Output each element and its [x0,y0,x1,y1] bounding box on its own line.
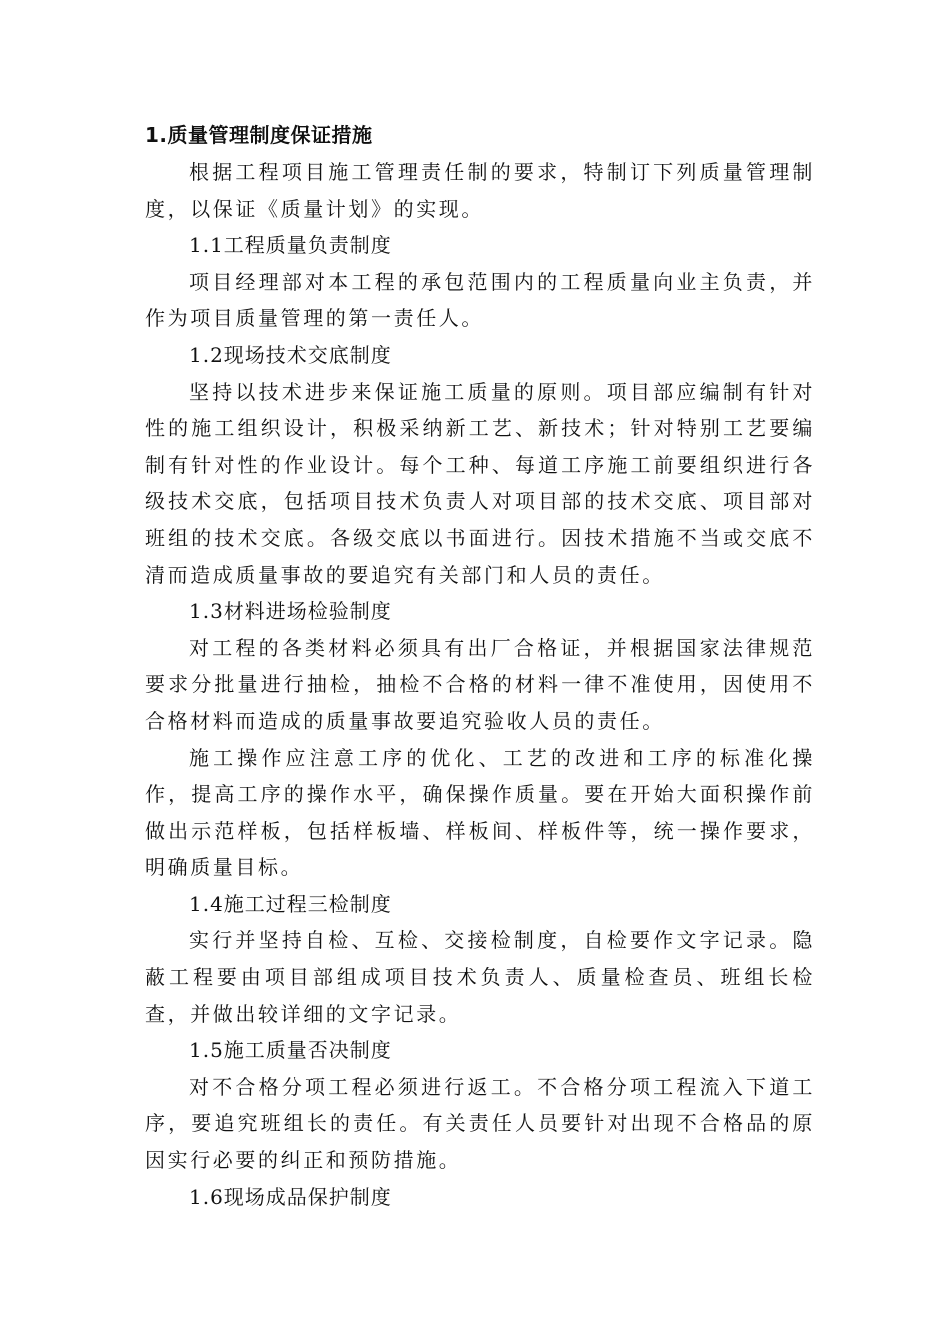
section-title-1-1: 1.1工程质量负责制度 [189,233,392,258]
section-title-1-4: 1.4施工过程三检制度 [189,891,392,916]
section-title-1-3: 1.3材料进场检验制度 [189,599,392,624]
section-title-1-6: 1.6现场成品保护制度 [189,1184,392,1209]
section-1-4-paragraph: 实行并坚持自检、互检、交接检制度，自检要作文字记录。隐蔽工程要由项目部组成项目技术负责人、质量检查员、班组长检查，并做出较详细的文字记录。 [145,928,815,1026]
page-title: 1.质量管理制度保证措施 [145,123,373,147]
section-1-3-paragraph-2: 施工操作应注意工序的优化、工艺的改进和工序的标准化操作，提高工序的操作水平，确保操作质量。要在开始大面积操作前做出示范样板，包括样板墙、样板间、样板件等，统一操作要求，明确质量目标。 [145,745,815,880]
section-title-1-5: 1.5施工质量否决制度 [189,1038,392,1063]
intro-paragraph: 根据工程项目施工管理责任制的要求，特制订下列质量管理制度，以保证《质量计划》的实现。 [145,160,815,221]
section-title-1-2: 1.2现场技术交底制度 [189,342,392,367]
section-1-1-paragraph: 项目经理部对本工程的承包范围内的工程质量向业主负责，并作为项目质量管理的第一责任人。 [145,269,815,331]
section-1-2-paragraph: 坚持以技术进步来保证施工质量的原则。项目部应编制有针对性的施工组织设计，积极采纳新工艺、新技术；针对特别工艺要编制有针对性的作业设计。每个工种、每道工序施工前要组织进行各级技术交底，包括项目技术负责人对项目部的技术交底、项目部对班组的技术交底。各级交底以书面进行。因技术措施不当或交底不清而造成质量事故的要追究有关部门和人员的责任。 [145,379,815,587]
document-body [145,118,815,1215]
section-1-5-paragraph: 对不合格分项工程必须进行返工。不合格分项工程流入下道工序，要追究班组长的责任。有关责任人员要针对出现不合格品的原因实行必要的纠正和预防措施。 [145,1074,815,1173]
section-1-3-paragraph-1: 对工程的各类材料必须具有出厂合格证，并根据国家法律规范要求分批量进行抽检，抽检不合格的材料一律不准使用，因使用不合格材料而造成的质量事故要追究验收人员的责任。 [145,635,815,733]
